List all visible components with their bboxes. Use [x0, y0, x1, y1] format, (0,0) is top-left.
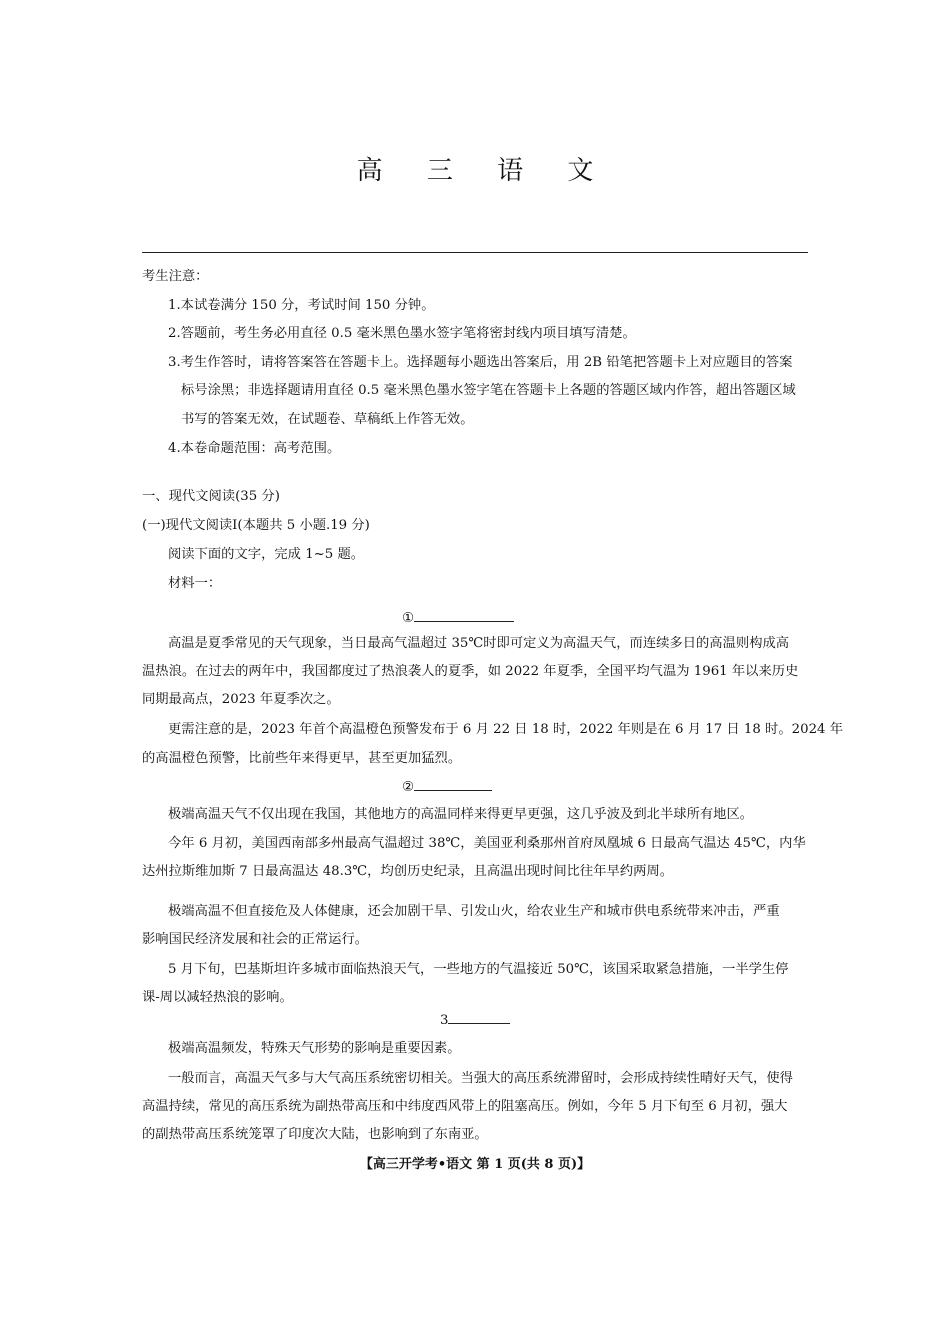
section-heading: 一、现代文阅读(35 分)	[142, 489, 280, 504]
paragraph-8-line-3: 的副热带高压系统笼罩了印度次大陆，也影响到了东南亚。	[142, 1127, 488, 1142]
paragraph-7: 极端高温频发，特殊天气形势的影响是重要因素。	[168, 1041, 461, 1056]
notice-item-3-line-2: 标号涂黑；非选择题请用直径 0.5 毫米黑色墨水签字笔在答题卡上各题的答题区域内作答，超出答题区域	[181, 383, 796, 398]
material-label: 材料一：	[168, 576, 222, 591]
paragraph-6-line-1: 5 月下旬，巴基斯坦许多城市面临热浪天气，一些地方的气温接近 50℃，该国采取紧急措施，一半学生停	[168, 962, 789, 977]
paragraph-4-line-1: 今年 6 月初，美国西南部多州最高气温超过 38℃，美国亚利桑那州首府凤凰城 6 日最高气温达 45℃，内华	[168, 836, 806, 851]
notice-item-1: 1.本试卷满分 150 分，考试时间 150 分钟。	[168, 298, 435, 313]
notice-item-4: 4.本卷命题范围：高考范围。	[168, 441, 341, 456]
subtitle-blank-1	[402, 609, 514, 629]
paragraph-6-line-2: 课-周以减轻热浪的影响。	[142, 990, 293, 1005]
notice-item-3-line-1: 3.考生作答时，请将答案答在答题卡上。选择题每小题选出答案后，用 2B 铅笔把答题卡上对应题目的答案	[168, 355, 793, 370]
divider-line	[142, 252, 808, 253]
blank-marker-1: ①	[402, 611, 414, 626]
paragraph-1-line-1: 高温是夏季常见的天气现象，当日最高气温超过 35℃时即可定义为高温天气，而连续多日的高温则构成高	[168, 636, 790, 651]
paragraph-5-line-2: 影响国民经济发展和社会的正常运行。	[142, 932, 369, 947]
blank-line-2	[414, 778, 492, 791]
paragraph-4-line-2: 达州拉斯维加斯 7 日最高温达 48.3℃，均创历史纪录，且高温出现时间比往年早约两周。	[142, 864, 674, 879]
paragraph-8-line-2: 高温持续，常见的高压系统为副热带高压和中纬度西风带上的阻塞高压。例如，今年 5 月下旬至 6 月初，强大	[142, 1099, 788, 1114]
page-title: 高 三 语 文	[356, 156, 612, 186]
blank-marker-3: 3	[440, 1013, 449, 1028]
paragraph-1-line-3: 同期最高点，2023 年夏季次之。	[142, 692, 340, 707]
notice-item-2: 2.答题前，考生务必用直径 0.5 毫米黑色墨水签字笔将密封线内项目填写清楚。	[168, 326, 636, 341]
subtitle-blank-2	[402, 778, 492, 798]
paragraph-2-line-2: 的高温橙色预警，比前些年来得更早，甚至更加猛烈。	[142, 751, 462, 766]
paragraph-5-line-1: 极端高温不但直接危及人体健康，还会加剧干旱、引发山火，给农业生产和城市供电系统带来冲击，严重	[168, 904, 780, 919]
paragraph-8-line-1: 一般而言，高温天气多与大气高压系统密切相关。当强大的高压系统滞留时，会形成持续性晴好天气，使得	[168, 1071, 793, 1086]
notice-heading: 考生注意：	[142, 269, 209, 284]
subtitle-blank-3	[440, 1011, 510, 1031]
paragraph-1-line-2: 温热浪。在过去的两年中，我国都度过了热浪袭人的夏季，如 2022 年夏季，全国平均气温为 1961 年以来历史	[142, 664, 799, 679]
reading-instruction: 阅读下面的文字，完成 1~5 题。	[168, 547, 365, 562]
blank-line-1	[414, 609, 514, 622]
paragraph-2-line-1: 更需注意的是，2023 年首个高温橙色预警发布于 6 月 22 日 18 时，2022 年则是在 6 月 17 日 18 时。2024 年	[168, 722, 844, 737]
paragraph-3: 极端高温天气不仅出现在我国，其他地方的高温同样来得更早更强，这几乎波及到北半球所有地区。	[168, 807, 754, 822]
page-footer: 【高三开学考•语文 第 1 页(共 8 页)】	[359, 1157, 591, 1172]
subsection-heading: (一)现代文阅读Ⅰ(本题共 5 小题.19 分)	[142, 518, 370, 533]
blank-marker-2: ②	[402, 780, 414, 795]
blank-line-3	[448, 1011, 510, 1024]
notice-item-3-line-3: 书写的答案无效，在试题卷、草稿纸上作答无效。	[181, 412, 474, 427]
